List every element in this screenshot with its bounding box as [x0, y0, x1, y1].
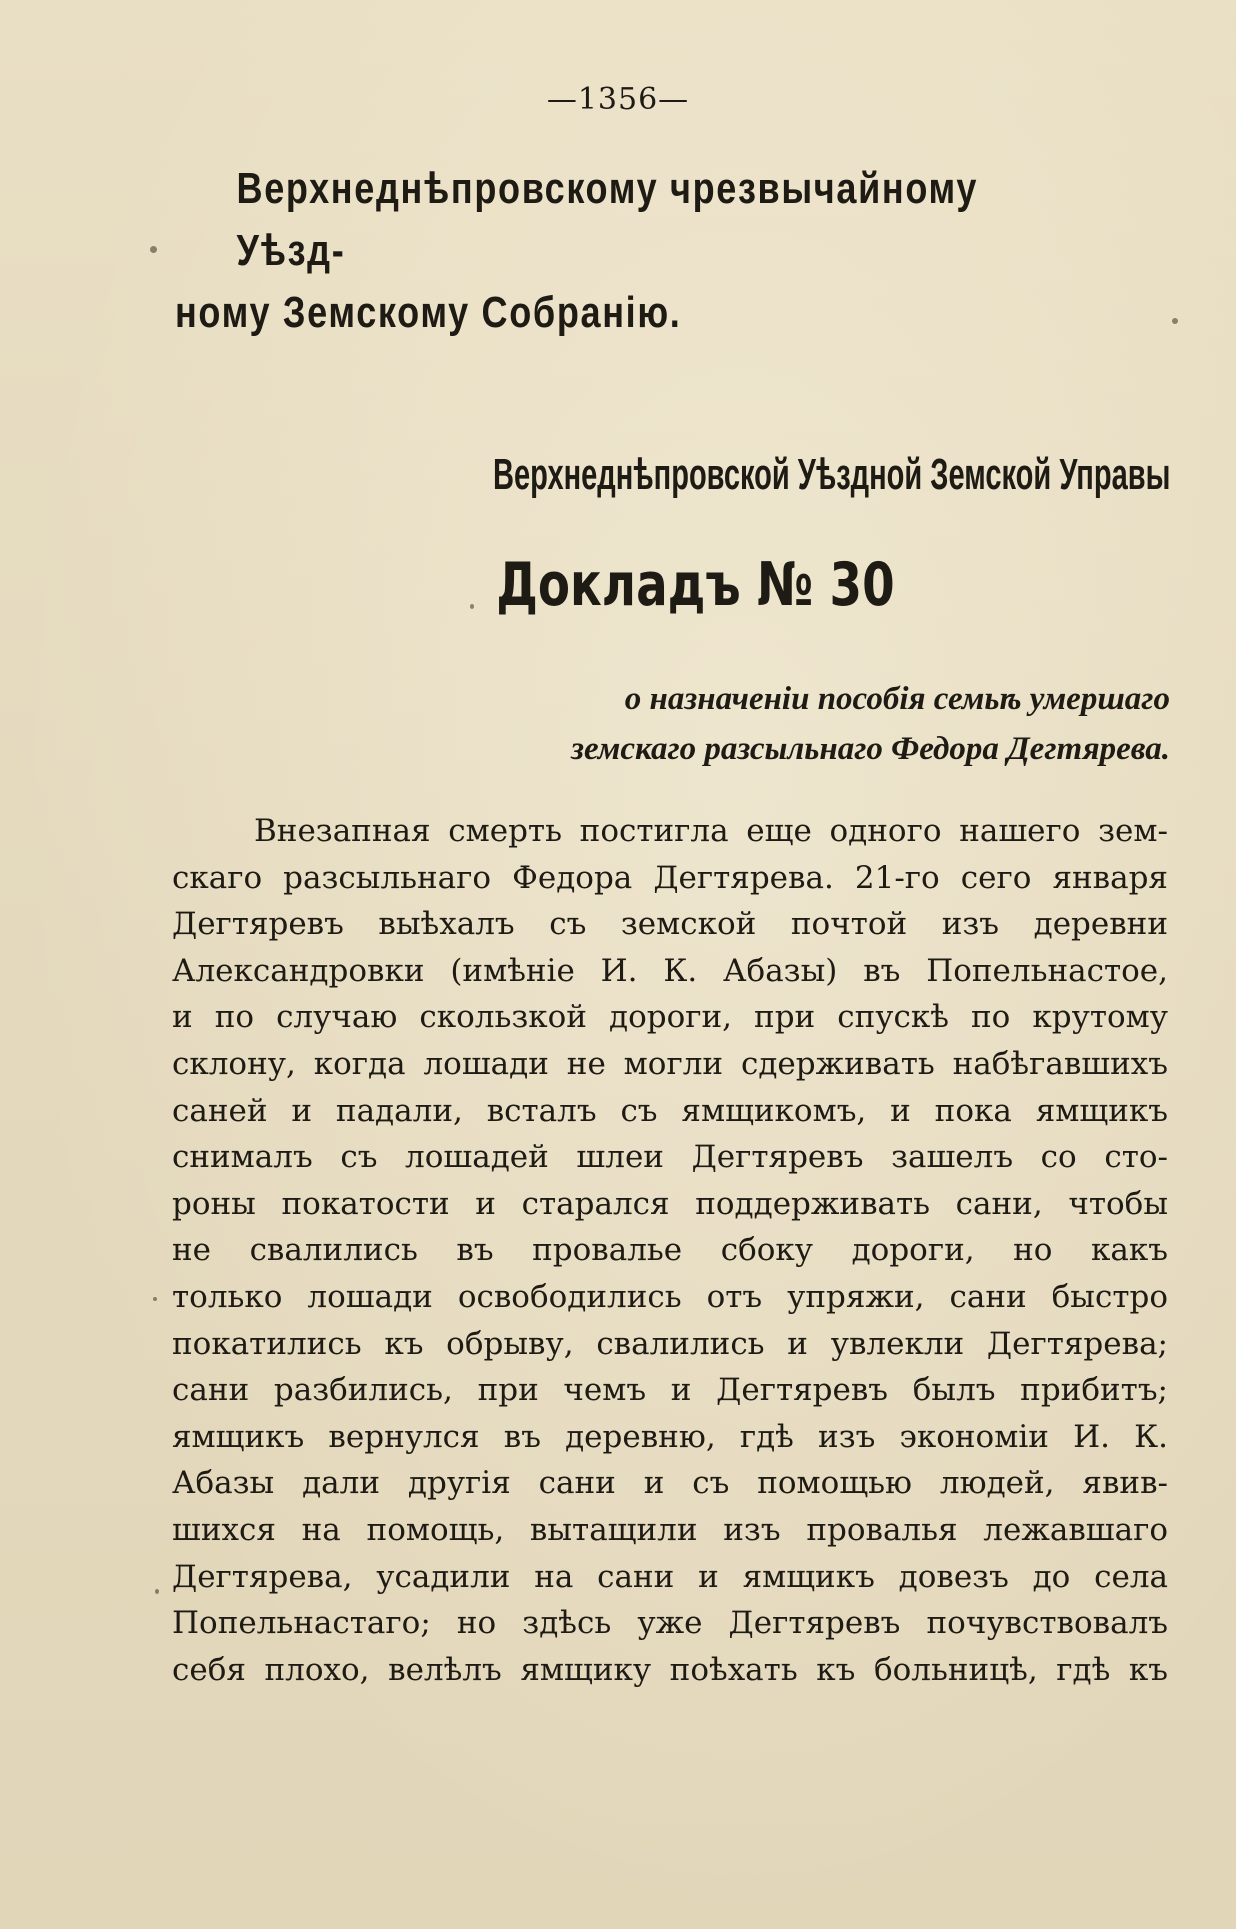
body-line: только лошади освободились отъ упряжи, сани быстро [172, 1278, 1168, 1315]
body-line: Внезапная смерть постигла еще одного нашего зем- [254, 813, 1168, 849]
body-line: Александровки (имѣніе И. К. Абазы) въ Попельнастое, [172, 952, 1168, 989]
paper-speck [1172, 318, 1178, 324]
body-line: снималъ съ лошадей шлеи Дегтяревъ зашелъ со сто- [172, 1139, 1168, 1176]
subject-line-2: земскаго разсыльнаго Федора Дегтярева. [571, 731, 1170, 767]
body-line: покатились къ обрыву, свалились и увлекли Дегтярева; [172, 1325, 1168, 1362]
addressee-heading [175, 158, 1003, 344]
body-line: себя плохо, велѣлъ ямщику поѣхать къ больницѣ, гдѣ къ [172, 1651, 1168, 1688]
paper-speck [155, 1589, 159, 1594]
board-heading: Верхнеднѣпровской Уѣздной Земской Управы [492, 450, 1170, 499]
subject-line-1: о назначеніи пособія семьѣ умершаго [624, 681, 1170, 717]
body-line: ямщикъ вернулся въ деревню, гдѣ изъ экономіи И. К. [172, 1418, 1168, 1455]
body-line: саней и падали, всталъ съ ямщикомъ, и пока ямщикъ [172, 1092, 1168, 1129]
report-subject [370, 674, 1170, 774]
body-line: Дегтярева, усадили на сани и ямщикъ довезъ до села [172, 1558, 1168, 1595]
body-line: шихся на помощь, вытащили изъ провалья лежавшаго [172, 1511, 1168, 1548]
body-line: склону, когда лошади не могли сдерживать набѣгавшихъ [172, 1045, 1168, 1082]
paper-speck [153, 1297, 157, 1301]
body-line: и по случаю скользкой дороги, при спускѣ по крутому [172, 999, 1168, 1036]
body-line: не свалились въ провалье сбоку дороги, но какъ [172, 1232, 1168, 1269]
paper-speck [470, 604, 474, 609]
report-title-text: Докладъ № 30 [496, 550, 895, 620]
addressee-line-2: ному Земскому Собранію. [175, 288, 682, 337]
body-text [172, 808, 1168, 1693]
body-line: роны покатости и старался поддерживать сани, чтобы [172, 1185, 1168, 1222]
addressee-line-1: Верхнеднѣпровскому чрезвычайному Уѣзд- [236, 164, 979, 275]
body-line: Абазы дали другія сани и съ помощью людей, явив- [172, 1465, 1168, 1502]
body-line: Попельнастаго; но здѣсь уже Дегтяревъ почувствовалъ [172, 1605, 1168, 1642]
body-line: скаго разсыльнаго Федора Дегтярева. 21-го сего января [172, 859, 1168, 896]
body-line: Дегтяревъ выѣхалъ съ земской почтой изъ деревни [172, 906, 1168, 943]
body-line: сани разбились, при чемъ и Дегтяревъ былъ прибитъ; [172, 1372, 1168, 1409]
report-title [0, 549, 1236, 621]
paper-speck [150, 246, 157, 253]
page-number: —1356— [546, 82, 690, 117]
